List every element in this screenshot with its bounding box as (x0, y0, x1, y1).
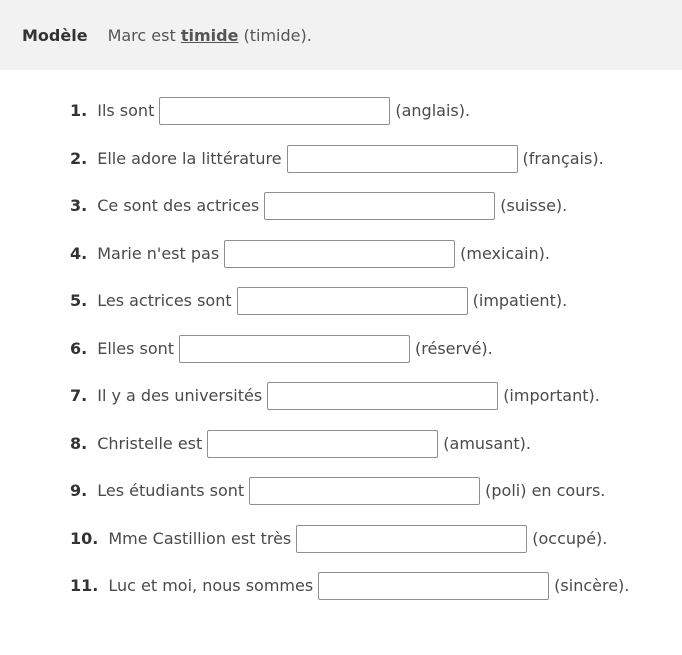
model-answer: timide (180, 25, 239, 45)
item-lead-text: Les actrices sont (97, 291, 232, 310)
model-sentence-start: Marc est (107, 25, 181, 45)
item-hint: (français). (522, 149, 604, 168)
exercise-item-5 (70, 287, 567, 315)
answer-input-1[interactable] (159, 97, 390, 125)
item-lead-text: Ce sont des actrices (97, 196, 260, 215)
exercise-item-8 (70, 430, 531, 458)
answer-input-4[interactable] (224, 240, 455, 268)
answer-input-6[interactable] (179, 335, 410, 363)
model-label: Modèle (22, 25, 88, 45)
item-number: 2. (70, 149, 88, 168)
answer-input-11[interactable] (318, 572, 549, 600)
answer-input-8[interactable] (207, 430, 438, 458)
model-hint: (timide). (238, 25, 312, 45)
exercise-item-4 (70, 240, 550, 268)
exercise-item-6 (70, 335, 493, 363)
item-number: 6. (70, 339, 88, 358)
item-hint: (important). (503, 386, 600, 405)
item-lead-text: Luc et moi, nous sommes (108, 576, 314, 595)
model-sentence (108, 26, 312, 45)
answer-input-2[interactable] (287, 145, 518, 173)
answer-input-7[interactable] (267, 382, 498, 410)
item-number: 11. (70, 576, 99, 595)
item-lead-text: Marie n'est pas (97, 244, 220, 263)
item-lead-text: Les étudiants sont (97, 481, 245, 500)
exercise-item-7 (70, 382, 600, 410)
exercise-item-3 (70, 192, 567, 220)
answer-input-9[interactable] (249, 477, 480, 505)
answer-input-10[interactable] (296, 525, 527, 553)
item-number: 7. (70, 386, 88, 405)
item-number: 4. (70, 244, 88, 263)
item-lead-text: Mme Castillion est très (108, 529, 292, 548)
item-hint: (occupé). (532, 529, 608, 548)
exercise-item-1 (70, 97, 470, 125)
item-hint: (suisse). (500, 196, 568, 215)
item-number: 9. (70, 481, 88, 500)
exercise-item-2 (70, 145, 604, 173)
item-number: 3. (70, 196, 88, 215)
item-lead-text: Elle adore la littérature (97, 149, 282, 168)
item-hint: (amusant). (443, 434, 531, 453)
answer-input-3[interactable] (264, 192, 495, 220)
item-hint: (anglais). (395, 101, 471, 120)
item-hint: (réservé). (415, 339, 493, 358)
item-number: 10. (70, 529, 99, 548)
item-hint: (sincère). (554, 576, 630, 595)
item-lead-text: Christelle est (97, 434, 203, 453)
item-number: 5. (70, 291, 88, 310)
item-hint: (poli) en cours. (485, 481, 606, 500)
exercise-item-11 (70, 572, 629, 600)
item-hint: (impatient). (472, 291, 568, 310)
model-example (0, 0, 682, 70)
item-lead-text: Il y a des universités (97, 386, 263, 405)
exercise-item-10 (70, 525, 607, 553)
answer-input-5[interactable] (237, 287, 468, 315)
item-lead-text: Ils sont (97, 101, 155, 120)
exercise-item-9 (70, 477, 605, 505)
item-lead-text: Elles sont (97, 339, 175, 358)
item-number: 1. (70, 101, 88, 120)
item-hint: (mexicain). (460, 244, 550, 263)
item-number: 8. (70, 434, 88, 453)
